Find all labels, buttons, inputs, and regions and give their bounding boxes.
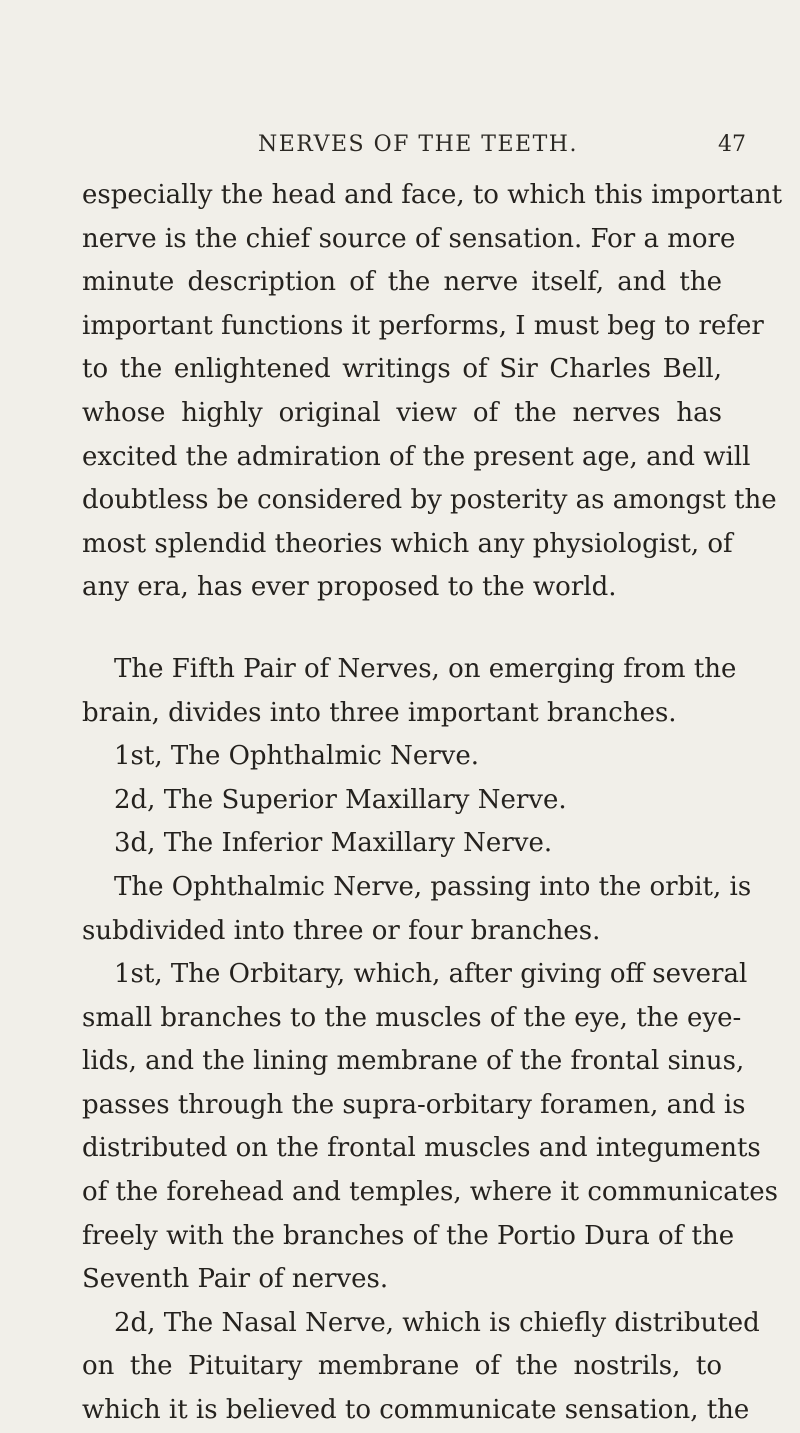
text-line: on the Pituitary membrane of the nostrils, to (82, 1351, 722, 1382)
text-line: brain, divides into three important branches. (82, 697, 677, 728)
page-number: 47 (718, 132, 746, 157)
text-line: 1st, The Orbitary, which, after giving off several (114, 959, 748, 990)
text-line: lids, and the lining membrane of the frontal sinus, (82, 1046, 745, 1077)
text-line: doubtless be considered by posterity as amongst the (82, 485, 777, 516)
text-line: 2d, The Nasal Nerve, which is chiefly distributed (114, 1307, 760, 1338)
text-line: excited the admiration of the present age, and will (82, 441, 751, 472)
text-line: subdivided into three or four branches. (82, 915, 601, 946)
text-line: The Fifth Pair of Nerves, on emerging from the (114, 653, 737, 684)
text-line: small branches to the muscles of the eye, the eye- (82, 1002, 742, 1033)
running-head (0, 132, 800, 172)
text-line: distributed on the frontal muscles and integuments (82, 1133, 761, 1164)
text-line: of the forehead and temples, where it communicates (82, 1177, 778, 1208)
text-line: important functions it performs, I must beg to refer (82, 310, 764, 341)
text-line: minute description of the nerve itself, and the (82, 267, 722, 298)
text-line: any era, has ever proposed to the world. (82, 572, 617, 603)
text-line: especially the head and face, to which this important (82, 180, 783, 210)
body-text (82, 174, 783, 1433)
text-line: Seventh Pair of nerves. (82, 1264, 389, 1295)
text-line: whose highly original view of the nerves has (82, 397, 722, 428)
text-line: 2d, The Superior Maxillary Nerve. (114, 784, 567, 815)
text-line: 1st, The Ophthalmic Nerve. (114, 741, 480, 772)
text-line: freely with the branches of the Portio Dura of the (82, 1220, 735, 1251)
running-title: NERVES OF THE TEETH. (258, 132, 578, 157)
text-line: 3d, The Inferior Maxillary Nerve. (114, 828, 553, 859)
text-line: nerve is the chief source of sensation. For a more (82, 223, 736, 254)
text-line: most splendid theories which any physiologist, of (82, 528, 733, 559)
text-line: passes through the supra-orbitary foramen, and is (82, 1089, 746, 1120)
text-line: which it is believed to communicate sensation, the (82, 1395, 750, 1426)
text-line: to the enlightened writings of Sir Charles Bell, (82, 354, 722, 385)
text-line: The Ophthalmic Nerve, passing into the orbit, is (114, 871, 752, 902)
